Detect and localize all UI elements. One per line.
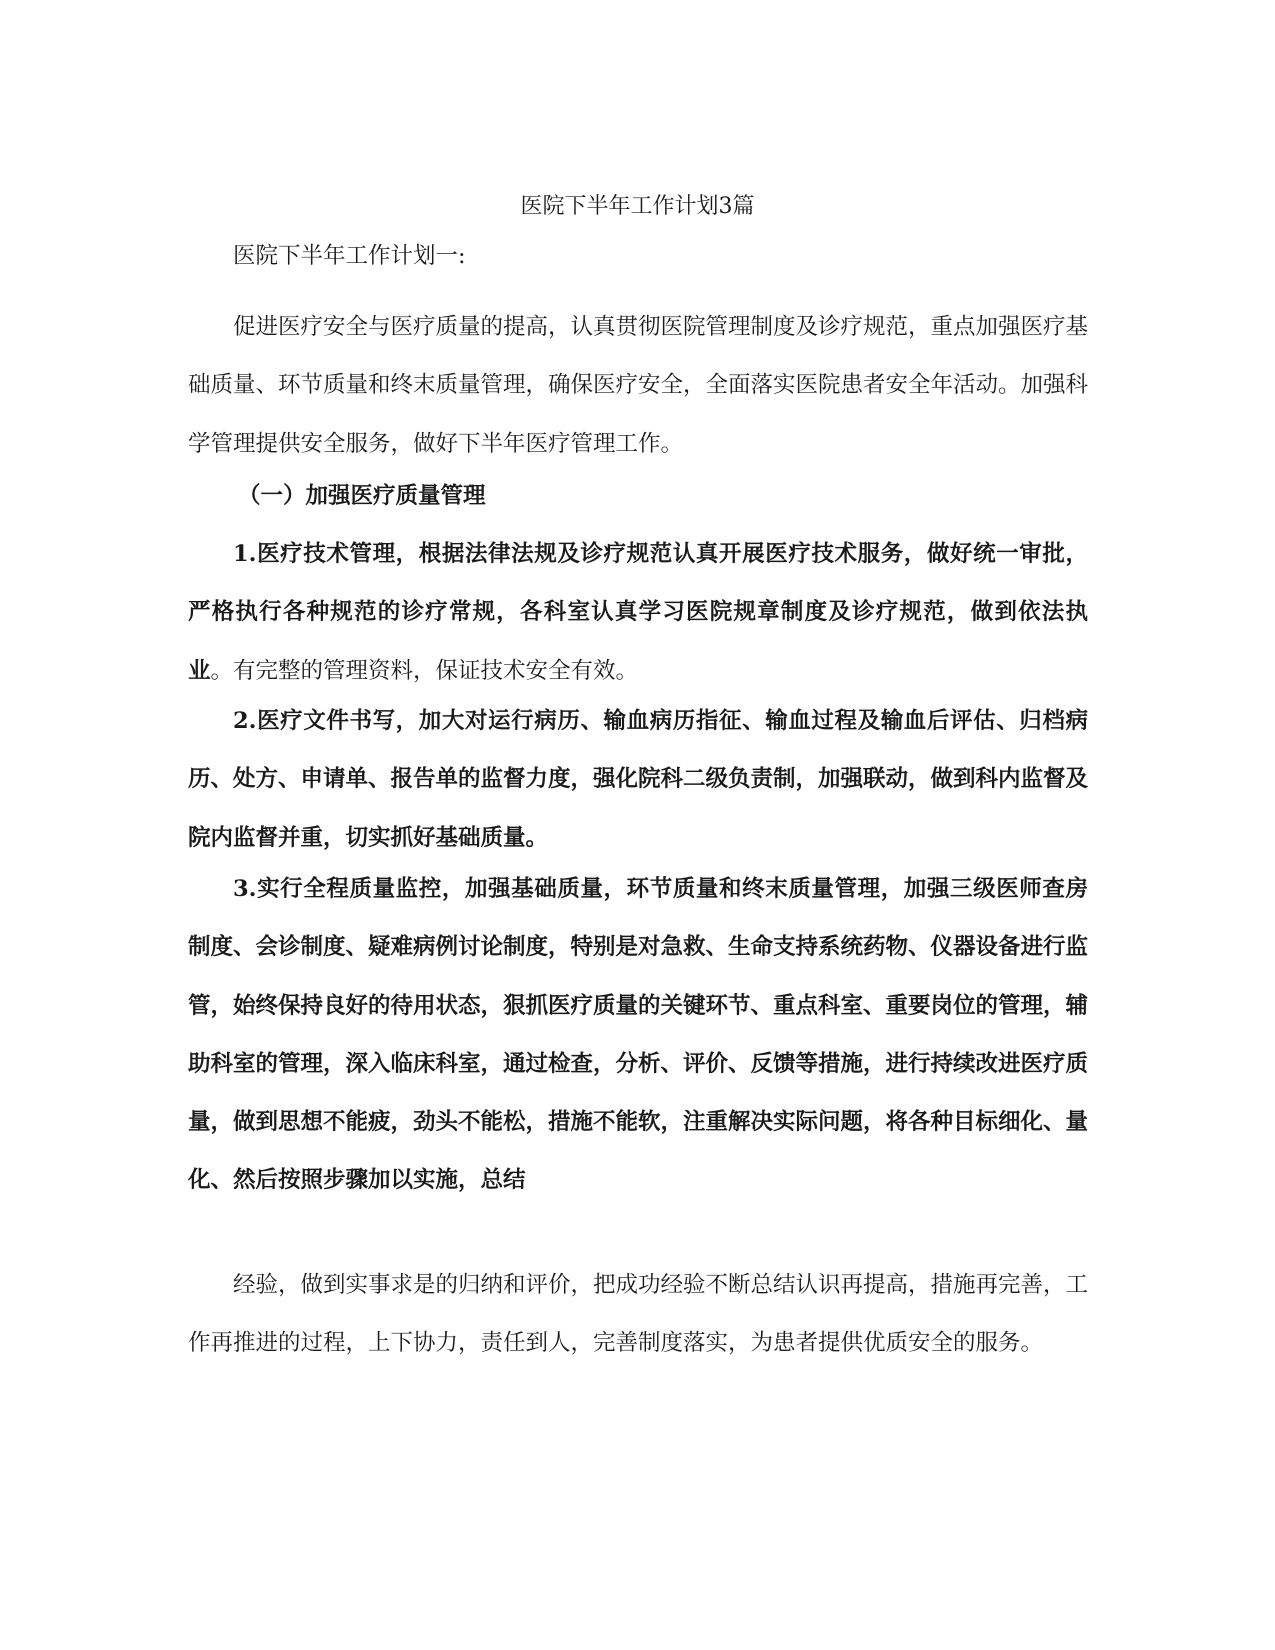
- document-title: 医院下半年工作计划3篇: [520, 194, 755, 219]
- item-1-bold-text: 1.医疗技术管理，根据法律法规及诊疗规范认真开展医疗技术服务，做好统一审批，严格执行各种规范的诊疗常规，各科室认真学习医院规章制度及诊疗规范，做到依法执业: [188, 541, 1088, 684]
- intro-paragraph: 促进医疗安全与医疗质量的提高，认真贯彻医院管理制度及诊疗规范，重点加强医疗基础质量、环节质量和终末质量管理，确保医疗安全，全面落实医院患者安全年活动。加强科学管理提供安全服务，做好下半年医疗管理工作。: [188, 314, 1089, 457]
- item-1-normal-text: 。有完整的管理资料，保证技术安全有效。: [210, 657, 639, 684]
- section-heading: （一）加强医疗质量管理: [238, 483, 486, 509]
- intro-heading: 医院下半年工作计划一:: [233, 243, 466, 269]
- item-1-paragraph: [188, 525, 1088, 700]
- closing-paragraph: 经验，做到实事求是的归纳和评价，把成功经验不断总结认识再提高，措施再完善，工作再推进的过程，上下协力，责任到人，完善制度落实，为患者提供优质安全的服务。: [188, 1272, 1089, 1357]
- item-2-paragraph: 2.医疗文件书写，加大对运行病历、输血病历指征、输血过程及输血后评估、归档病历、处方、申请单、报告单的监督力度，强化院科二级负责制，加强联动，做到科内监督及院内监督并重，切实抓好基础质量。: [188, 708, 1089, 851]
- item-3-paragraph: 3.实行全程质量监控，加强基础质量，环节质量和终末质量管理，加强三级医师查房制度、会诊制度、疑难病例讨论制度，特别是对急救、生命支持系统药物、仪器设备进行监管，始终保持良好的待用状态，狠抓医疗质量的关键环节、重点科室、重要岗位的管理，辅助科室的管理，深入临床科室，通过检查，分析、评价、反馈等措施，进行持续改进医疗质量，做到思想不能疲，劲头不能松，措施不能软，注重解决实际问题，将各种目标细化、量化、然后按照步骤加以实施，总结: [188, 876, 1089, 1194]
